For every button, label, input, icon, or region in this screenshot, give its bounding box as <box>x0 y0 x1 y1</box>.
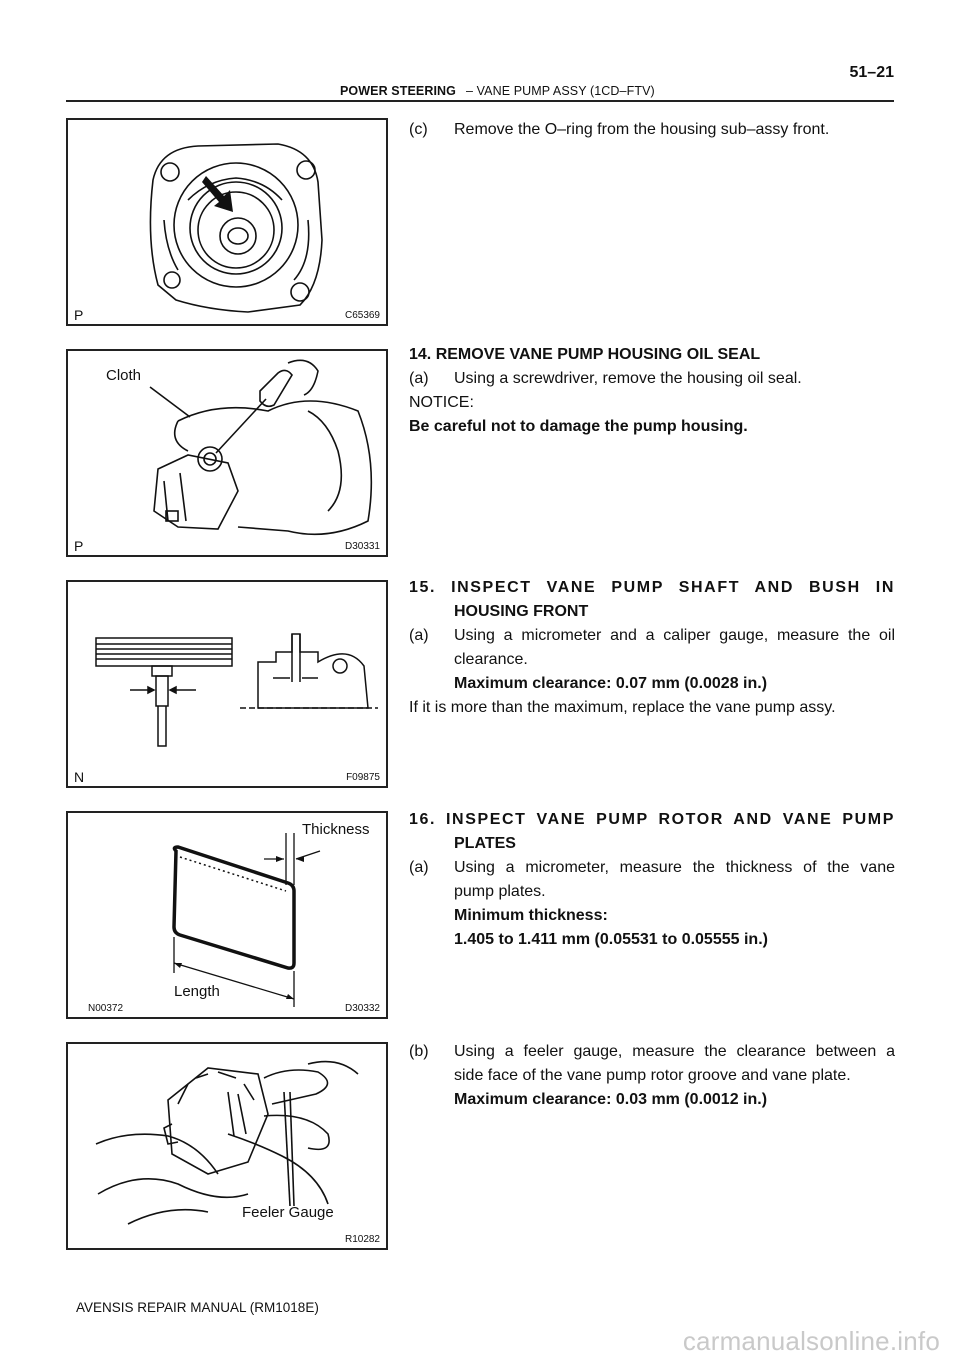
notice-text: Be careful not to damage the pump housing. <box>409 418 748 435</box>
figure-corner-mark: P <box>74 538 84 554</box>
step-label: (c) <box>409 121 428 138</box>
step-16-a-line2: pump plates. <box>454 883 546 900</box>
callout-feeler-gauge: Feeler Gauge <box>242 1204 334 1221</box>
step-14-title: 14. REMOVE VANE PUMP HOUSING OIL SEAL <box>409 346 761 363</box>
step-15-a <box>409 624 895 648</box>
figure-code: R10282 <box>344 1234 380 1245</box>
figure-oil-seal-removal <box>66 349 388 557</box>
step-16-title-line2: PLATES <box>454 835 516 852</box>
step-16-title-line1: 16. INSPECT VANE PUMP ROTOR AND VANE PUMP <box>409 811 895 828</box>
header-subsection: – VANE PUMP ASSY (1CD–FTV) <box>466 84 655 98</box>
step-text-line1: Using a micrometer and a caliper gauge, measure the oil <box>454 627 895 644</box>
feeler-gauge-illustration <box>68 1044 388 1250</box>
step-15-title-line1: 15. INSPECT VANE PUMP SHAFT AND BUSH IN <box>409 579 895 596</box>
figure-corner-mark: P <box>74 307 84 323</box>
step-16-b <box>409 1040 895 1064</box>
page-number: 51–21 <box>849 64 894 81</box>
step-14-a <box>409 367 895 391</box>
spec-min-thickness-value: 1.405 to 1.411 mm (0.05531 to 0.05555 in.) <box>454 931 768 948</box>
spec-max-clearance-rotor: Maximum clearance: 0.03 mm (0.0012 in.) <box>454 1091 768 1108</box>
step-c <box>409 118 895 142</box>
vane-plate-illustration <box>68 813 388 1019</box>
step-label: (b) <box>409 1043 429 1060</box>
step-15-note: If it is more than the maximum, replace the vane pump assy. <box>409 699 836 716</box>
spec-max-clearance: Maximum clearance: 0.07 mm (0.0028 in.) <box>454 675 768 692</box>
notice-label: NOTICE: <box>409 394 474 411</box>
step-16-b-line2: side face of the vane pump rotor groove and vane plate. <box>454 1067 851 1084</box>
callout-cloth: Cloth <box>106 367 142 384</box>
figure-corner-mark: N <box>74 769 85 785</box>
figure-code: F09875 <box>346 772 380 783</box>
page-header <box>340 84 655 98</box>
figure-shaft-bush <box>66 580 388 788</box>
manual-footer: AVENSIS REPAIR MANUAL (RM1018E) <box>76 1300 319 1315</box>
figure-feeler-gauge <box>66 1042 388 1250</box>
figure-code: D30332 <box>344 1003 380 1014</box>
step-label: (a) <box>409 859 429 876</box>
shaft-bush-illustration <box>68 582 388 788</box>
header-rule <box>66 100 894 102</box>
step-text-line1: Using a feeler gauge, measure the clearance between a <box>454 1043 895 1060</box>
step-text-line1: Using a micrometer, measure the thickness of the vane <box>454 859 895 876</box>
callout-length: Length <box>174 983 220 1000</box>
pump-housing-illustration <box>68 120 388 326</box>
callout-thickness: Thickness <box>302 821 370 838</box>
figure-vane-plate <box>66 811 388 1019</box>
step-label: (a) <box>409 370 429 387</box>
figure-secondary-code: N00372 <box>88 1003 124 1014</box>
procedure-text <box>409 118 895 1218</box>
figure-code: D30331 <box>344 541 380 552</box>
step-15-a-line2: clearance. <box>454 651 528 668</box>
header-section: POWER STEERING <box>340 84 456 98</box>
step-16-a <box>409 856 895 880</box>
figure-code: C65369 <box>344 310 380 321</box>
step-15-title-line2: HOUSING FRONT <box>454 603 589 620</box>
step-text: Remove the O–ring from the housing sub–assy front. <box>454 121 830 138</box>
step-text: Using a screwdriver, remove the housing oil seal. <box>454 370 802 387</box>
watermark: carmanualsonline.info <box>682 1326 940 1356</box>
spec-min-thickness-label: Minimum thickness: <box>454 907 608 924</box>
step-label: (a) <box>409 627 429 644</box>
figure-oring-removal <box>66 118 388 326</box>
